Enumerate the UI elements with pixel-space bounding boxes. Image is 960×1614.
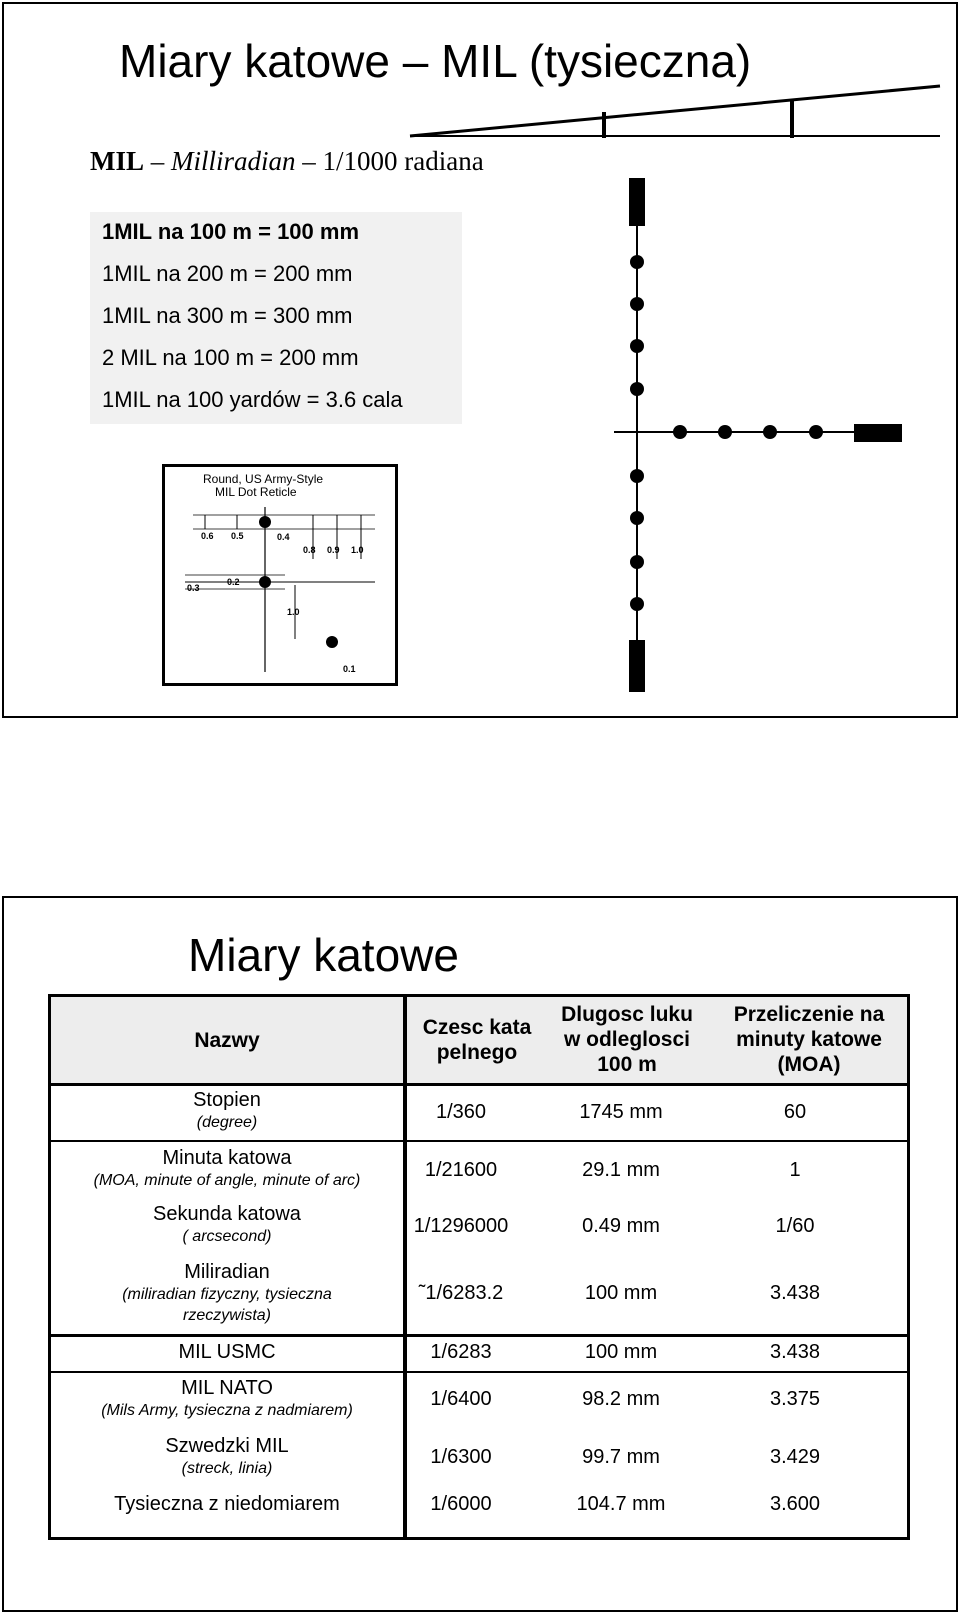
moa-value: 3.438: [769, 1282, 821, 1304]
reticle-label: 1.0: [351, 545, 364, 555]
unit-description: (MOA, minute of angle, minute of arc): [93, 1172, 361, 1189]
unit-description: (degree): [196, 1114, 258, 1131]
arc-value: 29.1 mm: [582, 1159, 660, 1181]
header-moa: Przeliczenie na minuty katowe (MOA): [733, 1003, 885, 1076]
angular-units-table: [48, 994, 910, 1540]
mil-dot: [630, 469, 644, 483]
moa-value: 3.438: [769, 1341, 821, 1363]
mil-dot: [630, 597, 644, 611]
equivalence-line: 1MIL na 200 m = 200 mm: [102, 261, 353, 286]
reticle-dot: [259, 516, 271, 528]
reticle-label: 0.4: [277, 532, 290, 542]
row-divider: [51, 1334, 907, 1337]
header-names: Nazwy: [194, 1029, 260, 1052]
reticle-label: 1.0: [287, 607, 300, 617]
unit-description: (miliradian fizyczny, tysieczna rzeczywista): [122, 1286, 332, 1324]
header-arc-length: Dlugosc luku w odleglosci 100 m: [561, 1003, 693, 1076]
arc-value: 1745 mm: [579, 1101, 663, 1123]
table-row: [51, 1341, 403, 1364]
reticle-dot: [259, 576, 271, 588]
row-divider: [51, 1083, 907, 1086]
post-right: [854, 424, 902, 442]
arc-value: 98.2 mm: [582, 1388, 660, 1410]
mil-name: Milliradian: [171, 146, 296, 176]
mil-definition-rest: – 1/1000 radiana: [295, 146, 484, 176]
fraction-value: 1/1296000: [413, 1215, 509, 1237]
equivalence-line: 1MIL na 100 yardów = 3.6 cala: [102, 387, 403, 412]
moa-value: 3.600: [769, 1493, 821, 1515]
arc-value: 0.49 mm: [582, 1215, 660, 1237]
post-top: [629, 178, 645, 226]
equivalence-line: 2 MIL na 100 m = 200 mm: [102, 345, 359, 370]
table-row: [51, 1089, 403, 1133]
arc-value: 104.7 mm: [576, 1493, 666, 1515]
reticle-dot: [326, 636, 338, 648]
fraction-value: 1/6283: [430, 1341, 492, 1363]
slide-title: Miary katowe: [188, 929, 459, 981]
unit-name: Minuta katowa: [162, 1147, 292, 1169]
table-row: [51, 1147, 403, 1191]
mil-dot: [718, 425, 732, 439]
moa-value: 3.429: [769, 1446, 821, 1468]
fraction-value: 1/6000: [430, 1493, 492, 1515]
table-row: [51, 1377, 403, 1421]
moa-value: 60: [783, 1101, 807, 1123]
fraction-value: 1/21600: [424, 1159, 498, 1181]
unit-name: Tysieczna z niedomiarem: [114, 1493, 340, 1515]
unit-name: MIL USMC: [178, 1341, 276, 1363]
army-reticle-image: [162, 464, 398, 686]
moa-value: 3.375: [769, 1388, 821, 1410]
mil-dot: [630, 339, 644, 353]
reticle-image-title: Round, US Army-Style: [203, 472, 324, 486]
table-row: [51, 1261, 403, 1326]
reticle-label: 0.5: [231, 531, 244, 541]
table-row: [51, 1493, 403, 1516]
unit-name: Stopien: [193, 1089, 261, 1111]
reticle-label: 0.3: [187, 583, 200, 593]
arc-value: 100 mm: [584, 1341, 658, 1363]
mil-dot: [673, 425, 687, 439]
reticle-image-subtitle: MIL Dot Reticle: [215, 485, 297, 499]
arc-value: 99.7 mm: [582, 1446, 660, 1468]
fraction-value: 1/6300: [430, 1446, 492, 1468]
mil-dot: [630, 382, 644, 396]
post-bottom: [629, 640, 645, 692]
fraction-value: 1/6400: [430, 1388, 492, 1410]
unit-description: (Mils Army, tysieczna z nadmiarem): [101, 1402, 353, 1419]
angle-ray: [410, 86, 940, 136]
moa-value: 1: [789, 1159, 801, 1181]
unit-description: ( arcsecond): [182, 1228, 272, 1245]
moa-value: 1/60: [775, 1215, 815, 1237]
equivalence-line: 1MIL na 300 m = 300 mm: [102, 303, 353, 328]
slide-mil: [2, 2, 958, 718]
unit-name: MIL NATO: [181, 1377, 273, 1399]
mil-dot: [630, 511, 644, 525]
slide-angular-units: [2, 896, 958, 1612]
arc-value: 100 mm: [584, 1282, 658, 1304]
slide-title: Miary katowe – MIL (tysieczna): [119, 35, 752, 87]
fraction-value: 1/360: [435, 1101, 487, 1123]
mil-dot-reticle-diagram: [4, 4, 960, 720]
reticle-label: 0.2: [227, 577, 240, 587]
reticle-label: 0.6: [201, 531, 214, 541]
column-divider: [403, 997, 407, 1537]
unit-name: Szwedzki MIL: [165, 1435, 289, 1457]
mil-dot: [630, 297, 644, 311]
mil-dot: [630, 555, 644, 569]
table-row: [51, 1435, 403, 1479]
unit-name: Sekunda katowa: [153, 1203, 301, 1225]
mil-dot: [763, 425, 777, 439]
reticle-label: 0.1: [343, 664, 356, 674]
mil-abbr: MIL: [90, 146, 144, 176]
mil-dot: [809, 425, 823, 439]
table-row: [51, 1203, 403, 1247]
mil-dot: [630, 255, 644, 269]
unit-name: Miliradian: [184, 1261, 270, 1283]
fraction-value: ˜1/6283.2: [418, 1282, 504, 1304]
dash: –: [144, 146, 171, 176]
equivalence-line: 1MIL na 100 m = 100 mm: [102, 219, 360, 244]
reticle-label: 0.9: [327, 545, 340, 555]
row-divider: [51, 1140, 907, 1142]
unit-description: (streck, linia): [181, 1460, 273, 1477]
header-fraction: Czesc kata pelnego: [422, 1016, 532, 1064]
row-divider: [51, 1371, 907, 1373]
reticle-label: 0.8: [303, 545, 316, 555]
